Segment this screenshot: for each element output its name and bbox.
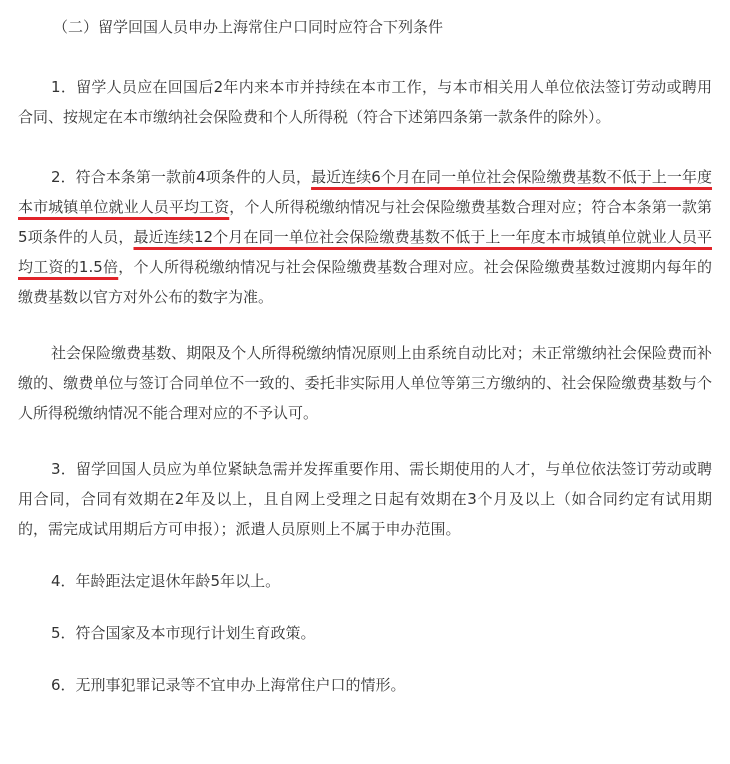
item-2-middle: ，个人所得税缴纳情况与社会保险缴费基数合理对应；符合本条第一款第5项条件的人员， — [18, 198, 712, 246]
condition-item-4: 4．年龄距法定退休年龄5年以上。 — [51, 572, 281, 590]
condition-item-1: 1．留学人员应在回国后2年内来本市并持续在本市工作，与本市相关用人单位依法签订劳动或聘用合同、按规定在本市缴纳社会保险费和个人所得税（符合下述第四条第一款条件的除外）。 — [18, 78, 712, 126]
condition-item-2 — [18, 162, 712, 312]
condition-item-6: 6．无刑事犯罪记录等不宜申办上海常住户口的情形。 — [51, 676, 406, 694]
section-heading: （二）留学回国人员申办上海常住户口同时应符合下列条件 — [53, 18, 444, 36]
verification-note: 社会保险缴费基数、期限及个人所得税缴纳情况原则上由系统自动比对；未正常缴纳社会保险费而补缴的、缴费单位与签订合同单位不一致的、委托非实际用人单位等第三方缴纳的、社会保险缴费基数与个人所得税缴纳情况不能合理对应的不予认可。 — [18, 344, 712, 422]
item-2-lead: 2．符合本条第一款前4项条件的人员， — [51, 168, 312, 186]
condition-item-5: 5．符合国家及本市现行计划生育政策。 — [51, 624, 316, 642]
condition-item-3: 3．留学回国人员应为单位紧缺急需并发挥重要作用、需长期使用的人才，与单位依法签订劳动或聘用合同，合同有效期在2年及以上，且自网上受理之日起有效期在3个月及以上（如合同约定有试用期的，需完成试用期后方可申报）；派遣人员原则上不属于申办范围。 — [18, 460, 712, 538]
highlight-underline-2: 最近连续12个月在同一单位社会保险缴费基数不低于上一年度本市城镇单位就业人员平均工资的1.5倍 — [18, 228, 712, 276]
highlight-underline-1: 最近连续6个月在同一单位社会保险缴费基数不低于上一年度本市城镇单位就业人员平均工资 — [18, 168, 713, 216]
item-2-tail: ，个人所得税缴纳情况与社会保险缴费基数合理对应。社会保险缴费基数过渡期内每年的缴费基数以官方对外公布的数字为准。 — [18, 258, 712, 306]
